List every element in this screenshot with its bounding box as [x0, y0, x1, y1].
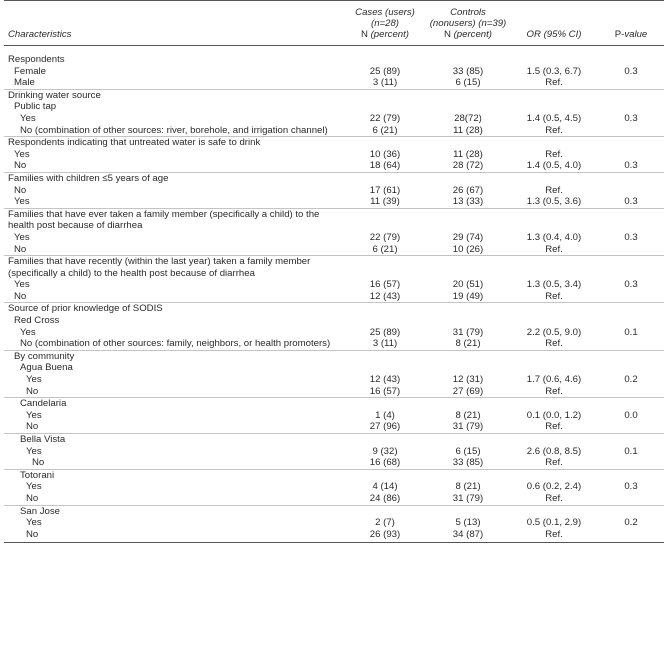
odds-ratio-value: Ref. [545, 77, 563, 89]
table-section-row [4, 256, 664, 280]
controls-value [426, 89, 510, 101]
odds-ratio-value: Ref. [545, 492, 563, 504]
row-label: Yes [26, 374, 42, 386]
odds-ratio-value: Ref. [545, 184, 563, 196]
odds-ratio-value [510, 303, 598, 315]
p-value [598, 172, 664, 184]
cases-value [344, 350, 426, 362]
cases-value: 1 (4) [375, 409, 395, 421]
controls-value [426, 256, 510, 280]
odds-ratio-value: Ref. [545, 124, 563, 136]
p-value [598, 386, 664, 398]
controls-value: 11 (28) [453, 124, 483, 136]
controls-value: 31 (79) [452, 326, 484, 338]
table-row [4, 149, 664, 161]
header-p-value [598, 1, 664, 46]
table-row [4, 481, 664, 493]
header-cases-n: N [361, 29, 368, 40]
row-label: No [14, 243, 27, 255]
table-row [4, 232, 664, 244]
cases-value: 17 (61) [369, 184, 401, 196]
row-label: Agua Buena [20, 362, 73, 374]
table-row [4, 517, 664, 529]
row-label: No (combination of other sources: family, neighbors, or health promoters) [20, 338, 331, 350]
p-value: 0.3 [624, 112, 638, 124]
odds-ratio-value: 1.3 (0.4, 4.0) [526, 231, 582, 243]
p-value: 0.1 [624, 445, 638, 457]
row-label: Yes [14, 279, 30, 291]
controls-value: 8 (21) [455, 481, 481, 493]
p-value [598, 350, 664, 362]
table-row [4, 279, 664, 291]
p-value [598, 125, 664, 137]
row-label: Yes [14, 196, 30, 208]
cases-value: 16 (68) [369, 457, 401, 469]
cases-value: 4 (14) [372, 481, 398, 493]
odds-ratio-value [510, 469, 598, 481]
p-value [598, 434, 664, 446]
table-row [4, 77, 664, 89]
table-row [4, 446, 664, 458]
row-label: No [4, 529, 344, 543]
odds-ratio-value: Ref. [545, 243, 563, 255]
p-value: 0.3 [624, 65, 638, 77]
table-section-row [4, 303, 664, 315]
cases-value [344, 315, 426, 327]
table-row [4, 196, 664, 208]
characteristics-table [4, 0, 664, 543]
p-value [598, 457, 664, 469]
controls-value: 11 (28) [453, 148, 483, 160]
odds-ratio-value: 1.3 (0.5, 3.6) [526, 196, 582, 208]
cases-value [344, 46, 426, 66]
p-value [598, 256, 664, 280]
cases-value [344, 89, 426, 101]
cases-value [344, 172, 426, 184]
p-value [598, 362, 664, 374]
odds-ratio-value [510, 172, 598, 184]
table-row [4, 457, 664, 469]
cases-value [344, 101, 426, 113]
table-row [4, 101, 664, 113]
row-label: No [26, 492, 39, 504]
cases-value: 11 (39) [370, 196, 400, 208]
header-or-ci: OR (95% CI) [510, 1, 598, 46]
controls-value: 34 (87) [426, 529, 510, 543]
p-value [598, 421, 664, 433]
odds-ratio-value: 2.2 (0.5, 9.0) [526, 326, 582, 338]
cases-value: 3 (11) [372, 338, 398, 350]
p-value [598, 469, 664, 481]
header-cases-percent: (percent) [370, 29, 409, 40]
odds-ratio-value [510, 208, 598, 232]
odds-ratio-value [510, 362, 598, 374]
table-section-row [4, 469, 664, 481]
p-value [598, 291, 664, 303]
table-row [4, 410, 664, 422]
table-row [4, 529, 664, 543]
cases-value [344, 303, 426, 315]
controls-value [426, 350, 510, 362]
controls-value [426, 505, 510, 517]
odds-ratio-value [510, 398, 598, 410]
row-label: No [14, 184, 27, 196]
controls-value: 27 (69) [452, 385, 484, 397]
row-label: Families that have ever taken a family member (specifically a child) to the health post because of diarrhea [4, 208, 344, 232]
cases-value [344, 362, 426, 374]
row-label: Families with children ≤5 years of age [4, 172, 344, 184]
row-label: Drinking water source [4, 89, 344, 101]
table-row [4, 421, 664, 433]
cases-value: 27 (96) [369, 421, 401, 433]
p-value: 0.3 [624, 231, 638, 243]
controls-value: 8 (21) [455, 409, 481, 421]
header-controls-line2: (nonusers) (n=39) [429, 18, 507, 29]
table-row [4, 244, 664, 256]
controls-value [426, 303, 510, 315]
controls-value: 6 (15) [455, 77, 481, 89]
row-label: No [14, 160, 27, 172]
p-value [598, 529, 664, 543]
odds-ratio-value: 0.5 (0.1, 2.9) [526, 517, 582, 529]
p-value [598, 137, 664, 149]
row-label: Yes [14, 231, 30, 243]
odds-ratio-value: Ref. [545, 148, 563, 160]
p-value [598, 244, 664, 256]
controls-value [426, 46, 510, 66]
p-value [598, 338, 664, 350]
header-cases [344, 1, 426, 46]
cases-value: 2 (7) [375, 517, 395, 529]
row-label: Female [14, 65, 46, 77]
table-row [4, 327, 664, 339]
row-label: Yes [20, 112, 36, 124]
controls-value: 12 (31) [452, 374, 484, 386]
row-label: Totorani [4, 469, 344, 481]
cases-value: 3 (11) [372, 77, 398, 89]
table-section-row [4, 434, 664, 446]
cases-value [344, 398, 426, 410]
odds-ratio-value [510, 46, 598, 66]
p-value: 0.3 [624, 196, 638, 208]
odds-ratio-value: 1.3 (0.5, 3.4) [526, 279, 582, 291]
cases-value: 16 (57) [369, 385, 401, 397]
p-value [598, 315, 664, 327]
p-value [598, 303, 664, 315]
cases-value: 10 (36) [369, 148, 401, 160]
table-header [4, 1, 664, 46]
odds-ratio-value [510, 350, 598, 362]
row-label: Bella Vista [4, 434, 344, 446]
controls-value [426, 434, 510, 446]
odds-ratio-value [510, 89, 598, 101]
header-controls [426, 1, 510, 46]
p-value: 0.3 [624, 481, 638, 493]
table-section-row [4, 46, 664, 66]
cases-value [344, 469, 426, 481]
table-row [4, 362, 664, 374]
p-value [598, 101, 664, 113]
row-label: No (combination of other sources: river, borehole, and irrigation channel) [20, 124, 328, 136]
odds-ratio-value: Ref. [545, 421, 563, 433]
cases-value: 25 (89) [369, 65, 401, 77]
controls-value [426, 101, 510, 113]
header-controls-n: N [444, 29, 451, 40]
header-cases-line2: (n=28) [371, 18, 399, 29]
p-value [598, 185, 664, 197]
p-value: 0.1 [624, 326, 638, 338]
controls-value: 31 (79) [452, 421, 484, 433]
table-row [4, 374, 664, 386]
p-value [598, 208, 664, 232]
row-label: By community [4, 350, 344, 362]
cases-value: 12 (43) [369, 290, 401, 302]
controls-value: 20 (51) [452, 279, 484, 291]
odds-ratio-value: Ref. [545, 385, 563, 397]
controls-value: 5 (13) [455, 517, 481, 529]
table-section-row [4, 137, 664, 149]
controls-value: 6 (15) [455, 445, 481, 457]
row-label: Respondents [8, 54, 65, 65]
table-row [4, 66, 664, 78]
row-label: Yes [26, 481, 42, 493]
header-characteristics: Characteristics [4, 1, 344, 46]
controls-value: 28 (72) [452, 160, 484, 172]
table-row [4, 315, 664, 327]
cases-value [344, 505, 426, 517]
odds-ratio-value [510, 101, 598, 113]
cases-value [344, 208, 426, 232]
odds-ratio-value: 1.4 (0.5, 4.5) [526, 112, 582, 124]
table-section-row [4, 172, 664, 184]
odds-ratio-value: 0.1 (0.0, 1.2) [526, 409, 582, 421]
p-value [598, 398, 664, 410]
controls-value: 33 (85) [452, 65, 484, 77]
odds-ratio-value: 1.5 (0.3, 6.7) [526, 65, 582, 77]
controls-value: 13 (33) [452, 196, 484, 208]
controls-value: 26 (67) [452, 184, 484, 196]
header-cases-line1: Cases (users) [355, 7, 415, 18]
odds-ratio-value: 1.7 (0.6, 4.6) [526, 374, 582, 386]
row-label: Male [14, 77, 35, 89]
p-value [598, 505, 664, 517]
header-controls-percent: (percent) [453, 29, 492, 40]
row-label: Families that have recently (within the last year) taken a family member (specifically a child) to the health post because of diarrhea [4, 256, 344, 280]
row-label: Yes [26, 409, 42, 421]
cases-value: 9 (32) [372, 445, 398, 457]
p-value: 0.3 [624, 160, 638, 172]
row-label: Yes [26, 445, 42, 457]
table-row [4, 493, 664, 505]
p-value: 0.0 [624, 409, 638, 421]
cases-value: 16 (57) [369, 279, 401, 291]
header-p-prefix: P- [614, 29, 625, 40]
p-value [598, 89, 664, 101]
odds-ratio-value [510, 137, 598, 149]
table-section-row [4, 398, 664, 410]
odds-ratio-value: Ref. [545, 338, 563, 350]
cases-value: 25 (89) [369, 326, 401, 338]
controls-value: 28(72) [454, 112, 482, 124]
p-value [598, 77, 664, 89]
controls-value [426, 398, 510, 410]
cases-value: 22 (79) [369, 112, 401, 124]
cases-value: 12 (43) [369, 374, 401, 386]
odds-ratio-value: 2.6 (0.8, 8.5) [526, 445, 582, 457]
row-label: Yes [26, 517, 42, 529]
row-label: Yes [14, 148, 30, 160]
p-value: 0.2 [624, 374, 638, 386]
cases-value: 26 (93) [344, 529, 426, 543]
controls-value: 31 (79) [452, 492, 484, 504]
row-label: No [26, 385, 39, 397]
controls-value: 33 (85) [452, 457, 484, 469]
controls-value: 29 (74) [452, 231, 484, 243]
table-section-row [4, 89, 664, 101]
table-section-row [4, 350, 664, 362]
controls-value [426, 137, 510, 149]
cases-value [344, 434, 426, 446]
controls-value [426, 362, 510, 374]
row-label: San Jose [4, 505, 344, 517]
row-label: No [26, 421, 39, 433]
odds-ratio-value [510, 434, 598, 446]
table-section-row [4, 208, 664, 232]
odds-ratio-value [510, 315, 598, 327]
controls-value [426, 315, 510, 327]
table-row [4, 291, 664, 303]
controls-value [426, 469, 510, 481]
p-value [598, 46, 664, 66]
table-row [4, 113, 664, 125]
p-value: 0.3 [624, 279, 638, 291]
header-controls-line1: Controls [450, 7, 486, 18]
cases-value: 24 (86) [369, 492, 401, 504]
table-row [4, 125, 664, 137]
odds-ratio-value: 0.6 (0.2, 2.4) [526, 481, 582, 493]
p-value [598, 493, 664, 505]
cases-value [344, 137, 426, 149]
row-label: Yes [20, 326, 36, 338]
controls-value: 8 (21) [455, 338, 481, 350]
table-row [4, 338, 664, 350]
row-label: No [14, 290, 27, 302]
row-label: Candelaria [4, 398, 344, 410]
table-body [4, 46, 664, 543]
row-label: Respondents indicating that untreated water is safe to drink [4, 137, 344, 149]
controls-value: 19 (49) [452, 290, 484, 302]
odds-ratio-value: 1.4 (0.5, 4.0) [526, 160, 582, 172]
odds-ratio-value: Ref. [545, 290, 563, 302]
cases-value: 18 (64) [369, 160, 401, 172]
table-section-row [4, 505, 664, 517]
controls-value [426, 208, 510, 232]
cases-value: 6 (21) [372, 243, 398, 255]
odds-ratio-value [510, 256, 598, 280]
controls-value: 10 (26) [452, 243, 484, 255]
row-label: Public tap [14, 101, 57, 113]
p-value [598, 149, 664, 161]
cases-value [344, 256, 426, 280]
row-label: No [32, 457, 45, 469]
header-p-suffix: value [624, 29, 648, 40]
row-label: Source of prior knowledge of SODIS [4, 303, 344, 315]
table-container [4, 0, 664, 543]
row-label: Red Cross [14, 315, 60, 327]
cases-value: 6 (21) [372, 124, 398, 136]
table-row [4, 185, 664, 197]
cases-value: 22 (79) [369, 231, 401, 243]
table-row [4, 386, 664, 398]
p-value: 0.2 [624, 517, 638, 529]
table-row [4, 160, 664, 172]
odds-ratio-value: Ref. [510, 529, 598, 543]
controls-value [426, 172, 510, 184]
odds-ratio-value: Ref. [545, 457, 563, 469]
odds-ratio-value [510, 505, 598, 517]
